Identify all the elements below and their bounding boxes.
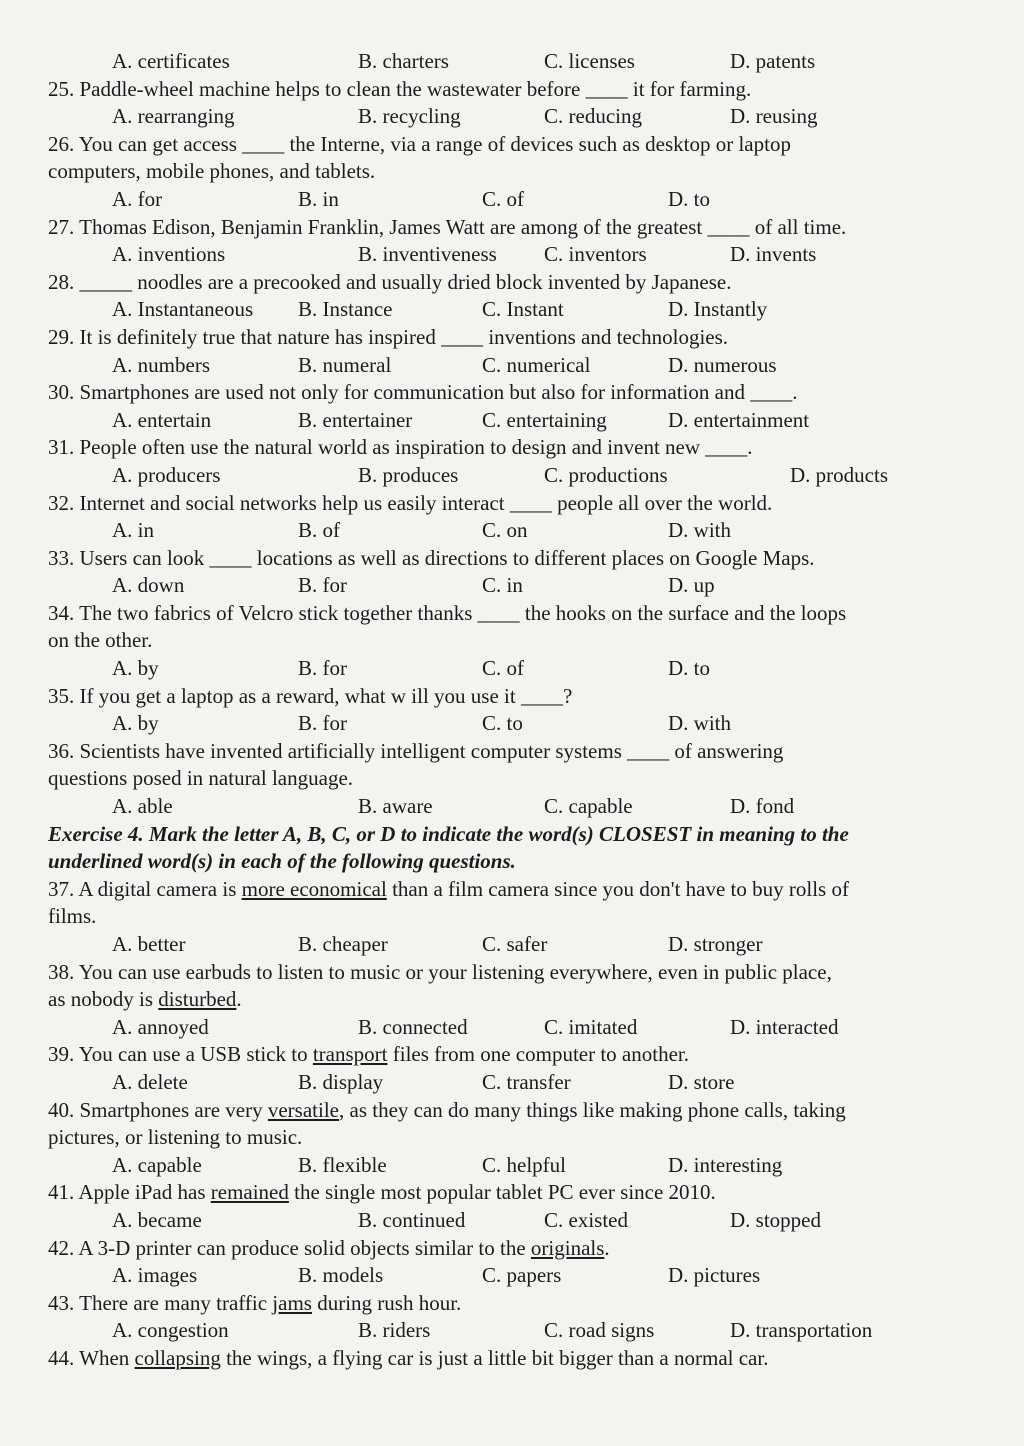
answer-option: B. in	[298, 186, 339, 211]
answer-option: A. producers	[112, 462, 221, 487]
question-text	[48, 1290, 984, 1318]
answer-options-row	[48, 1152, 984, 1180]
text-segment: , as they can do many things like making phone calls, taking	[339, 1097, 846, 1122]
underlined-word: transport	[312, 1042, 388, 1067]
answer-options-row	[48, 407, 984, 435]
text-segment: 35. If you get a laptop as a reward, what w ill you use it ____?	[48, 683, 573, 708]
text-segment: 37. A digital camera is	[48, 876, 242, 901]
answer-options-row	[48, 710, 984, 738]
underlined-word: disturbed	[158, 987, 237, 1012]
answer-option: A. annoyed	[112, 1014, 209, 1039]
text-segment: 32. Internet and social networks help us easily interact ____ people all over the world.	[48, 490, 773, 515]
question-text	[48, 545, 984, 573]
answer-option: B. continued	[358, 1207, 466, 1232]
text-segment: 39. You can use a USB stick to	[48, 1042, 313, 1067]
underlined-word: more economical	[241, 876, 387, 901]
question-text	[48, 765, 984, 793]
text-segment: the wings, a flying car is just a little bit bigger than a normal car.	[220, 1345, 769, 1370]
answer-options-row	[48, 48, 984, 76]
text-segment: 43. There are many traffic	[48, 1290, 273, 1315]
answer-option: A. entertain	[112, 407, 212, 432]
answer-options-row	[48, 1069, 984, 1097]
answer-option: B. numeral	[298, 352, 392, 377]
answer-option: B. connected	[358, 1014, 468, 1039]
text-segment: the single most popular tablet PC ever since 2010.	[288, 1180, 716, 1205]
text-segment: 34. The two fabrics of Velcro stick together thanks ____ the hooks on the surface and the loops	[48, 600, 847, 625]
answer-option: C. helpful	[482, 1152, 566, 1177]
answer-option: C. capable	[544, 794, 633, 819]
answer-option: C. papers	[482, 1263, 562, 1288]
answer-option: B. entertainer	[298, 407, 413, 432]
answer-option: A. for	[112, 186, 163, 211]
question-text	[48, 379, 984, 407]
question-text	[48, 738, 984, 766]
answer-option: D. to	[668, 656, 710, 681]
text-segment: .	[604, 1235, 610, 1260]
text-segment: films.	[48, 904, 97, 929]
answer-option: D. interesting	[668, 1152, 783, 1177]
text-segment: 41. Apple iPad has	[48, 1180, 211, 1205]
answer-option: C. productions	[544, 462, 668, 487]
answer-option: B. cheaper	[298, 932, 388, 956]
answer-option: A. images	[112, 1263, 198, 1288]
text-segment: 25. Paddle-wheel machine helps to clean the wastewater before ____ it for farming.	[48, 76, 752, 101]
text-segment: 36. Scientists have invented artificially intelligent computer systems ____ of answering	[48, 738, 784, 763]
answer-option: D. Instantly	[668, 297, 768, 322]
text-segment: 30. Smartphones are used not only for communication but also for information and ____.	[48, 380, 798, 405]
answer-option: C. licenses	[544, 49, 635, 73]
answer-option: C. on	[482, 518, 528, 543]
answer-option: D. entertainment	[668, 407, 810, 432]
text-segment: Exercise 4. Mark the letter A, B, C, or D to indicate the word(s) CLOSEST in meaning to the	[48, 821, 849, 846]
question-text	[48, 1041, 984, 1069]
text-segment: 44. When	[48, 1345, 135, 1370]
answer-option: B. of	[298, 518, 340, 543]
answer-option: D. fond	[730, 794, 795, 819]
answer-option: D. interacted	[730, 1014, 839, 1039]
answer-option: A. better	[112, 932, 186, 956]
answer-options-row	[48, 655, 984, 683]
answer-option: A. numbers	[112, 352, 210, 377]
answer-option: A. in	[112, 518, 154, 543]
text-segment: during rush hour.	[311, 1290, 462, 1315]
question-text	[48, 683, 984, 711]
question-text	[48, 76, 984, 104]
text-segment: files from one computer to another.	[387, 1042, 689, 1067]
question-text	[48, 876, 984, 904]
answer-option: B. display	[298, 1069, 384, 1094]
answer-option: B. for	[298, 573, 347, 598]
answer-option: A. by	[112, 656, 159, 681]
text-segment: on the other.	[48, 628, 153, 653]
question-text	[48, 1345, 984, 1373]
text-segment: 40. Smartphones are very	[48, 1097, 268, 1122]
answer-option: D. up	[668, 573, 715, 598]
answer-option: B. for	[298, 711, 347, 736]
answer-option: D. stopped	[730, 1207, 821, 1232]
answer-options-row	[48, 1262, 984, 1290]
answer-option: C. safer	[482, 932, 548, 956]
question-text	[48, 959, 984, 987]
answer-option: C. in	[482, 573, 523, 598]
question-text	[48, 986, 984, 1014]
text-segment: 29. It is definitely true that nature has inspired ____ inventions and technologies.	[48, 324, 729, 349]
answer-option: C. transfer	[482, 1069, 571, 1094]
question-text	[48, 903, 984, 931]
answer-option: D. reusing	[730, 104, 818, 129]
underlined-word: collapsing	[134, 1345, 221, 1370]
answer-options-row	[48, 1317, 984, 1345]
text-segment: computers, mobile phones, and tablets.	[48, 159, 376, 184]
answer-option: A. capable	[112, 1152, 202, 1177]
text-segment: 28. _____ noodles are a precooked and usually dried block invented by Japanese.	[48, 269, 732, 294]
answer-option: C. reducing	[544, 104, 642, 129]
answer-option: D. products	[790, 462, 888, 487]
answer-option: A. delete	[112, 1069, 188, 1094]
answer-option: C. numerical	[482, 352, 591, 377]
underlined-word: jams	[272, 1290, 312, 1315]
answer-option: A. rearranging	[112, 104, 235, 129]
answer-options-row	[48, 793, 984, 821]
answer-options-row	[48, 186, 984, 214]
answer-options-row	[48, 1207, 984, 1235]
text-segment: 42. A 3-D printer can produce solid objects similar to the	[48, 1235, 531, 1260]
text-segment: 31. People often use the natural world as inspiration to design and invent new ____.	[48, 435, 753, 460]
underlined-word: originals	[530, 1235, 605, 1260]
answer-option: A. congestion	[112, 1318, 229, 1343]
question-text	[48, 434, 984, 462]
answer-option: B. produces	[358, 462, 459, 487]
answer-option: D. patents	[730, 49, 816, 73]
exercise-instruction	[48, 821, 984, 849]
answer-option: C. Instant	[482, 297, 564, 322]
question-text	[48, 1097, 984, 1125]
answer-option: D. store	[668, 1069, 735, 1094]
text-segment: 38. You can use earbuds to listen to music or your listening everywhere, even in public place,	[48, 959, 832, 984]
question-text	[48, 600, 984, 628]
answer-option: A. able	[112, 794, 173, 819]
text-segment: pictures, or listening to music.	[48, 1125, 303, 1150]
answer-option: B. Instance	[298, 297, 393, 322]
question-text	[48, 1124, 984, 1152]
answer-options-row	[48, 517, 984, 545]
answer-option: A. Instantaneous	[112, 297, 254, 322]
question-text	[48, 214, 984, 242]
answer-options-row	[48, 931, 984, 959]
answer-option: C. entertaining	[482, 407, 607, 432]
answer-option: B. inventiveness	[358, 242, 497, 267]
answer-option: A. by	[112, 711, 159, 736]
answer-option: C. imitated	[544, 1014, 638, 1039]
question-text	[48, 324, 984, 352]
answer-option: B. recycling	[358, 104, 461, 129]
text-segment: 27. Thomas Edison, Benjamin Franklin, James Watt are among of the greatest ____ of all time.	[48, 214, 847, 239]
answer-options-row	[48, 296, 984, 324]
answer-option: B. flexible	[298, 1152, 387, 1177]
answer-option: D. stronger	[668, 932, 763, 956]
answer-option: B. models	[298, 1263, 384, 1288]
answer-option: D. with	[668, 518, 731, 543]
answer-option: C. to	[482, 711, 523, 736]
answer-option: D. numerous	[668, 352, 777, 377]
answer-option: B. for	[298, 656, 347, 681]
question-text	[48, 269, 984, 297]
answer-options-row	[48, 241, 984, 269]
text-segment: as nobody is	[48, 987, 159, 1012]
answer-option: C. existed	[544, 1207, 628, 1232]
underlined-word: remained	[210, 1180, 289, 1205]
answer-option: A. inventions	[112, 242, 226, 267]
question-text	[48, 158, 984, 186]
answer-option: A. certificates	[112, 49, 230, 73]
answer-options-row	[48, 103, 984, 131]
text-segment: than a film camera since you don't have to buy rolls of	[386, 876, 849, 901]
answer-option: C. of	[482, 186, 524, 211]
answer-option: D. pictures	[668, 1263, 761, 1288]
answer-option: A. down	[112, 573, 185, 598]
underlined-word: versatile	[267, 1097, 339, 1122]
question-text	[48, 627, 984, 655]
answer-option: A. became	[112, 1207, 202, 1232]
answer-option: D. with	[668, 711, 731, 736]
answer-option: C. inventors	[544, 242, 647, 267]
answer-option: C. road signs	[544, 1318, 655, 1343]
answer-option: D. to	[668, 186, 710, 211]
text-segment: .	[236, 987, 242, 1012]
answer-option: B. charters	[358, 49, 449, 73]
question-text	[48, 1235, 984, 1263]
question-text	[48, 490, 984, 518]
question-text	[48, 131, 984, 159]
answer-option: D. invents	[730, 242, 817, 267]
answer-options-row	[48, 1014, 984, 1042]
answer-option: C. of	[482, 656, 524, 681]
question-text	[48, 1179, 984, 1207]
answer-option: D. transportation	[730, 1318, 873, 1343]
exercise-instruction	[48, 848, 984, 876]
text-segment: 33. Users can look ____ locations as well as directions to different places on Google Maps.	[48, 545, 815, 570]
answer-options-row	[48, 572, 984, 600]
text-segment: underlined word(s) in each of the following questions.	[48, 849, 516, 874]
answer-option: B. riders	[358, 1318, 431, 1343]
answer-option: B. aware	[358, 794, 433, 819]
answer-options-row	[48, 352, 984, 380]
answer-options-row	[48, 462, 984, 490]
text-segment: questions posed in natural language.	[48, 766, 354, 791]
text-segment: 26. You can get access ____ the Interne, via a range of devices such as desktop or laptop	[48, 131, 791, 156]
